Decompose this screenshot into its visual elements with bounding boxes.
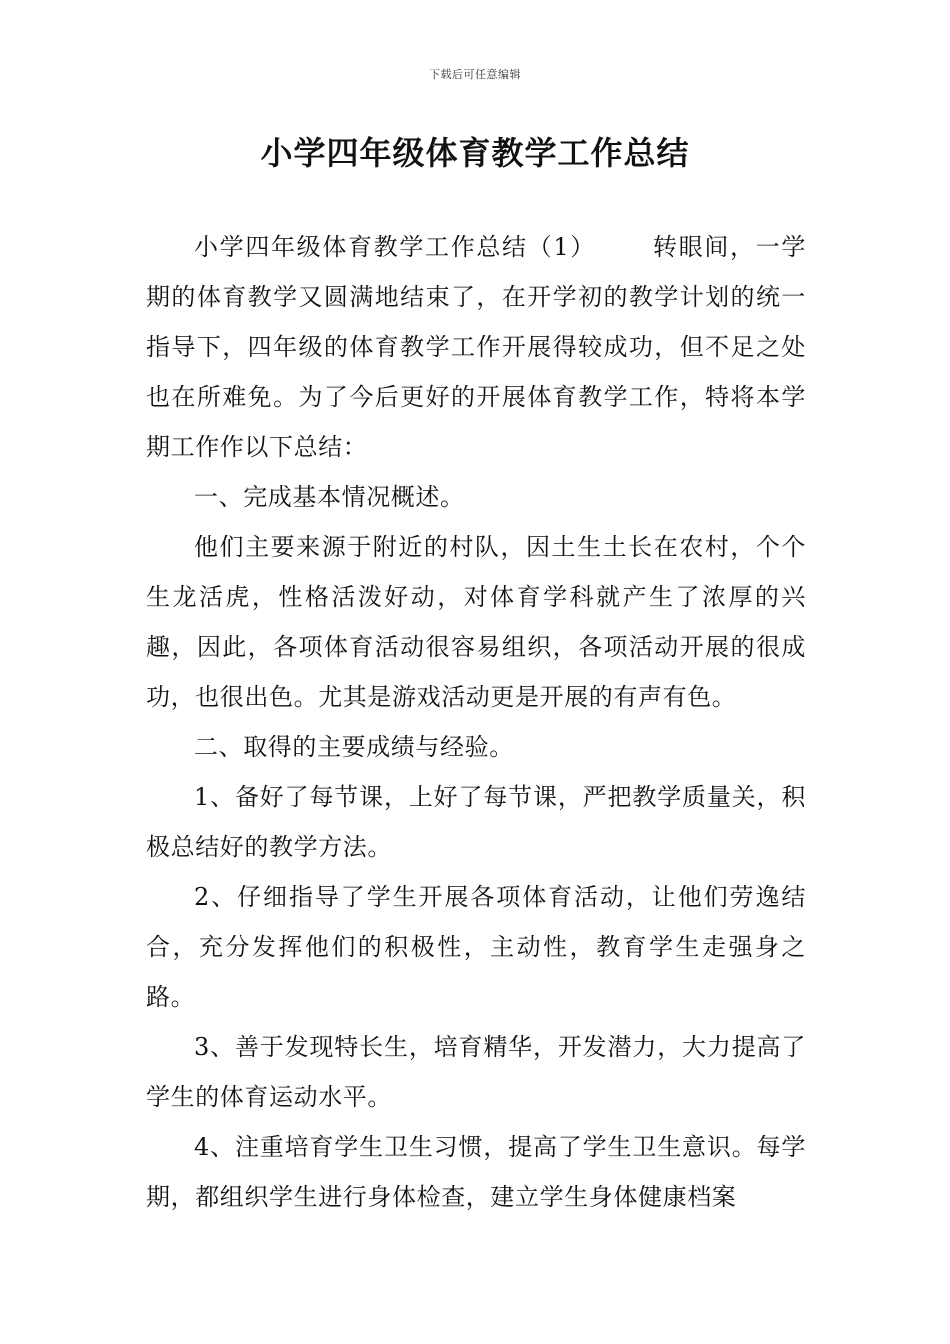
- document-title: 小学四年级体育教学工作总结: [260, 134, 690, 172]
- header-note: 下载后可任意编辑: [429, 68, 521, 81]
- section-2-heading: 二、取得的主要成绩与经验。: [194, 733, 514, 761]
- document-body: [146, 222, 806, 1222]
- section-2-item-2: 2、仔细指导了学生开展各项体育活动，让他们劳逸结合，充分发挥他们的积极性，主动性，教育学生走强身之路。: [146, 883, 806, 1011]
- section-1-heading: 一、完成基本情况概述。: [194, 483, 465, 511]
- intro-heading: 小学四年级体育教学工作总结（1）: [194, 233, 596, 261]
- section-1-text: 他们主要来源于附近的村队，因土生土长在农村，个个生龙活虎，性格活泼好动，对体育学科就产生了浓厚的兴趣，因此，各项体育活动很容易组织，各项活动开展的很成功，也很出色。尤其是游戏活动更是开展的有声有色。: [146, 533, 806, 711]
- section-2-item-4: 4、注重培育学生卫生习惯，提高了学生卫生意识。每学期，都组织学生进行身体检查，建立学生身体健康档案: [146, 1133, 806, 1211]
- section-2-item-1: 1、备好了每节课，上好了每节课，严把教学质量关，积极总结好的教学方法。: [146, 783, 806, 861]
- intro-paragraph: [146, 222, 806, 472]
- section-2-item-3: 3、善于发现特长生，培育精华，开发潜力，大力提高了学生的体育运动水平。: [146, 1033, 806, 1111]
- intro-text: 转眼间，一学期的体育教学又圆满地结束了，在开学初的教学计划的统一指导下，四年级的体育教学工作开展得较成功，但不足之处也在所难免。为了今后更好的开展体育教学工作，特将本学期工作作以下总结：: [146, 233, 806, 461]
